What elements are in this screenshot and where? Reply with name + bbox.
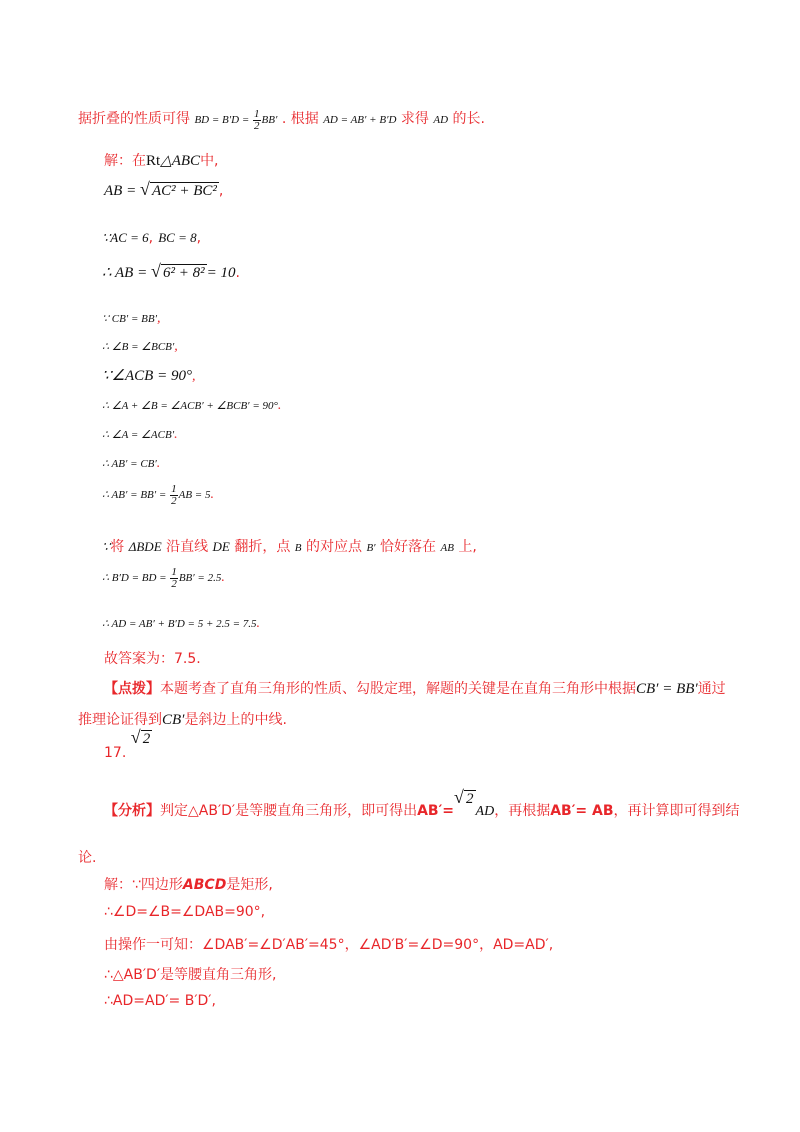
ab-calc: ∴ AB = bbox=[102, 265, 151, 281]
given-line bbox=[102, 227, 201, 246]
sol17-line-5: ∴AD=AD′= B′D′, bbox=[104, 993, 216, 1009]
sqrt-numbers: √ 6² + 8² bbox=[150, 261, 205, 281]
comma: , bbox=[196, 230, 202, 246]
intro-formula-bd: BD = B′D = $\frac{1}{2}$ BB′ bbox=[194, 107, 278, 132]
tip-line-1: 【点拨】本题考查了直角三角形的性质、勾股定理，解题的关键是在直角三角形中根据CB′ = BB′通过 bbox=[104, 681, 726, 697]
step-half-ab: ∴ AB′ = BB′ = $\frac{1}{2}$ AB = 5. bbox=[102, 483, 214, 507]
tip-tag: 【点拨】 bbox=[104, 681, 160, 697]
given-bc: BC = 8 bbox=[158, 230, 197, 245]
step-angle-acb: ∵∠ACB = 90°, bbox=[102, 368, 196, 384]
ab-calc-line bbox=[102, 262, 240, 282]
solution-label: 解：在 bbox=[104, 153, 146, 169]
q17-answer: √ 2 bbox=[130, 727, 151, 747]
intro-text-4: 的长. bbox=[452, 111, 485, 127]
intro-text-3: 求得 bbox=[400, 111, 429, 127]
step-ab-cb: ∴ AB′ = CB′. bbox=[102, 456, 161, 471]
fold-line: ∵将 ΔBDE 沿直线 DE 翻折，点 B 的对应点 B′ 恰好落在 AB 上, bbox=[102, 539, 477, 555]
comma: , bbox=[148, 230, 154, 246]
period: . bbox=[235, 265, 240, 281]
rt-triangle: Rt△ABC bbox=[146, 153, 201, 169]
solution-start bbox=[104, 150, 219, 170]
sol17-line-1: 解：∵四边形ABCD是矩形, bbox=[104, 877, 273, 893]
step-angle-sum: ∴ ∠A + ∠B = ∠ACB′ + ∠BCB′ = 90°. bbox=[102, 398, 282, 413]
analysis-line-1: 【分析】判定△AB′D′是等腰直角三角形，即可得出AB′= √ 2AD，再根据AB′= AB，再计算即可得到结 bbox=[104, 787, 740, 819]
q17-number: 17. bbox=[104, 745, 127, 761]
analysis-tag: 【分析】 bbox=[104, 803, 160, 819]
sol17-line-2: ∴∠D=∠B=∠DAB=90°, bbox=[104, 904, 266, 920]
step-bd: ∴ B′D = BD = $\frac{1}{2}$ BB′ = 2.5. bbox=[102, 566, 225, 590]
answer-line: 故答案为：7.5. bbox=[104, 651, 201, 667]
tip-line-2: 推理论证得到CB′是斜边上的中线. bbox=[78, 712, 287, 728]
given-ac: ∵AC = 6 bbox=[102, 230, 149, 245]
step-angle-a: ∴ ∠A = ∠ACB′. bbox=[102, 427, 178, 442]
intro-text-2: . 根据 bbox=[281, 111, 319, 127]
step-angle-b: ∴ ∠B = ∠BCB′, bbox=[102, 339, 178, 354]
intro-text: 据折叠的性质可得 bbox=[78, 111, 190, 127]
analysis-line-2: 论. bbox=[78, 850, 97, 866]
sol17-line-3: 由操作一可知：∠DAB′=∠D′AB′=45°，∠AD′B′=∠D=90°，AD=AD′, bbox=[104, 937, 554, 953]
sqrt-expression: √ AC² + BC² bbox=[139, 179, 217, 199]
comma: , bbox=[218, 183, 224, 199]
step-cb: ∵ CB′ = BB′, bbox=[102, 311, 161, 326]
solution-text: 中, bbox=[200, 153, 219, 169]
q17-line bbox=[104, 727, 152, 762]
ab-result: = 10 bbox=[206, 265, 236, 281]
step-ad: ∴ AD = AB′ + B′D = 5 + 2.5 = 7.5. bbox=[102, 616, 261, 631]
intro-formula-ad: AD = AB′ + B′D bbox=[323, 114, 397, 126]
pythagoras-line bbox=[104, 180, 223, 200]
intro-ad: AD bbox=[433, 114, 449, 126]
sol17-line-4: ∴△AB′D′是等腰直角三角形, bbox=[104, 967, 277, 983]
ab-eq: AB = bbox=[104, 183, 140, 199]
intro-line bbox=[78, 108, 485, 132]
